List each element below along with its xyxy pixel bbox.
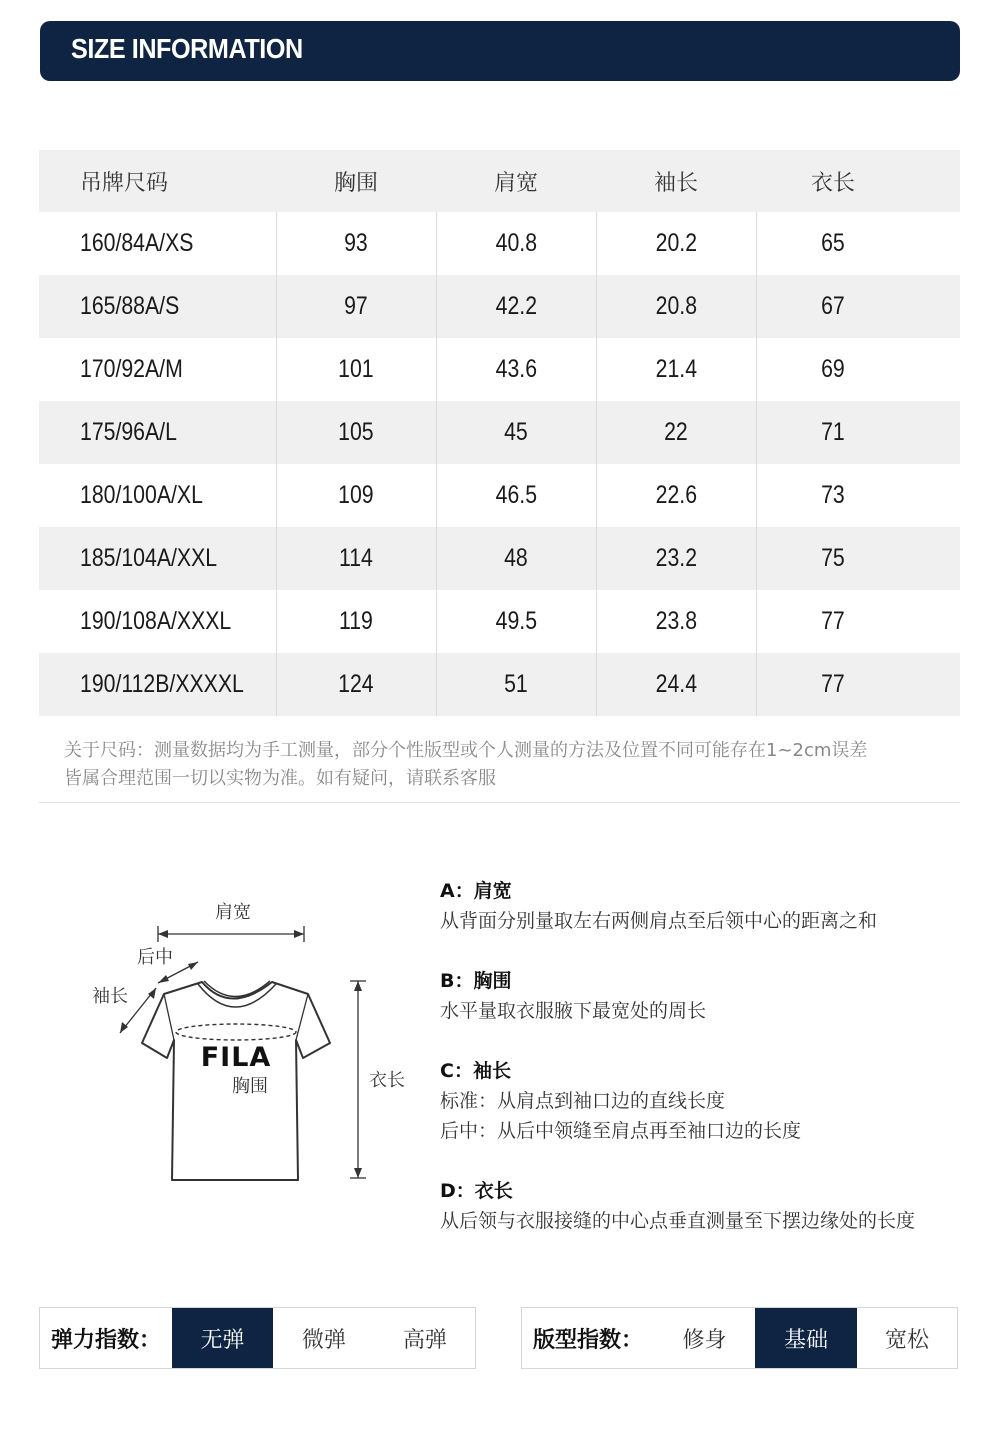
table-cell: 190/108A/XXXL [80,607,232,635]
table-cell: 101 [338,355,374,383]
table-cell: 40.8 [495,229,537,257]
size-table [39,150,960,716]
table-cell: 48 [504,544,528,572]
table-cell: 105 [338,418,374,446]
table-cell: 23.2 [655,544,697,572]
fit-option-slim[interactable]: 修身 [682,1327,727,1353]
table-row [39,653,960,716]
table-cell: 124 [338,670,374,698]
tshirt-diagram-svg [80,890,420,1200]
table-cell: 42.2 [495,292,537,320]
table-cell: 51 [504,670,528,698]
table-cell: 160/84A/XS [80,229,194,257]
table-cell: 119 [339,607,373,635]
table-cell: 77 [821,670,846,698]
fila-logo: FILA [200,1042,272,1073]
definition-title: C：袖长 [440,1060,511,1082]
tshirt-diagram [80,890,420,1200]
definition-title: D：衣长 [440,1180,513,1202]
table-cell: 165/88A/S [80,292,180,320]
definition-text: 后中：从后中领缝至肩点再至袖口边的长度 [440,1120,802,1142]
length-label: 衣长 [369,1070,405,1091]
arrow-head-icon [188,962,198,970]
table-cell: 45 [504,418,528,446]
note-line: 皆属合理范围一切以实物为准。如有疑问，请联系客服 [64,768,496,789]
definition-chest [440,966,980,1026]
table-cell: 97 [344,292,368,320]
elasticity-index [39,1307,476,1369]
column-header: 袖长 [596,150,756,212]
table-cell: 49.5 [495,607,537,635]
table-cell: 65 [821,229,846,257]
definition-sleeve [440,1056,980,1146]
size-note [64,737,964,793]
table-row [39,527,960,590]
table-row [39,464,960,527]
table-cell: 175/96A/L [80,418,177,446]
page-title: SIZE INFORMATION [71,33,303,64]
table-cell: 73 [821,481,846,509]
elasticity-option-none[interactable]: 无弹 [172,1308,273,1368]
table-cell: 20.2 [655,229,697,257]
elasticity-option-high[interactable]: 高弹 [402,1327,447,1353]
table-cell: 185/104A/XXL [80,544,218,572]
table-cell: 46.5 [495,481,537,509]
arrow-head-icon [158,975,169,983]
table-row [39,212,960,275]
note-line: 关于尺码：测量数据均为手工测量，部分个性版型或个人测量的方法及位置不同可能存在1~2cm误差 [64,740,868,761]
table-cell: 22.6 [655,481,697,509]
column-header: 胸围 [276,150,436,212]
sleeve-label: 袖长 [92,986,128,1007]
table-cell: 180/100A/XL [80,481,203,509]
table-cell: 43.6 [495,355,537,383]
elasticity-label: 弹力指数： [50,1327,161,1353]
fit-label: 版型指数： [532,1327,643,1353]
table-row [39,338,960,401]
column-header: 衣长 [756,150,960,212]
fit-option-regular[interactable]: 基础 [755,1308,857,1368]
definition-text: 从背面分别量取左右两侧肩点至后领中心的距离之和 [440,910,878,932]
measurement-definitions [440,876,980,1266]
table-cell: 20.8 [655,292,697,320]
arrow-head-icon [158,930,168,938]
shoulder-label: 肩宽 [215,902,251,923]
divider [39,802,960,803]
table-cell: 190/112B/XXXXL [80,670,244,698]
header-bar [40,21,960,81]
definition-length [440,1176,980,1236]
fit-index [521,1307,958,1369]
table-row [39,590,960,653]
table-cell: 67 [821,292,846,320]
table-cell: 24.4 [655,670,697,698]
table-cell: 75 [821,544,846,572]
table-row [39,275,960,338]
table-cell: 170/92A/M [80,355,183,383]
definition-shoulder [440,876,980,936]
table-cell: 71 [821,418,846,446]
table-cell: 23.8 [655,607,697,635]
arrow-head-icon [354,981,362,991]
chest-label: 胸围 [232,1076,268,1097]
table-cell: 22 [664,418,688,446]
table-cell: 21.4 [655,355,697,383]
table-header-row [39,150,960,212]
column-header: 吊牌尺码 [39,150,276,212]
table-cell: 93 [344,229,368,257]
fit-option-loose[interactable]: 宽松 [884,1327,929,1353]
table-cell: 69 [821,355,846,383]
table-row [39,401,960,464]
table-cell: 114 [339,544,373,572]
elasticity-option-slight[interactable]: 微弹 [301,1327,346,1353]
definition-title: A：肩宽 [440,880,512,902]
back-center-label: 后中 [137,947,173,968]
definition-text: 标准：从肩点到袖口边的直线长度 [440,1090,726,1112]
definition-text: 水平量取衣服腋下最宽处的周长 [440,1000,707,1022]
arrow-head-icon [294,930,304,938]
column-header: 肩宽 [436,150,596,212]
arrow-head-icon [354,1168,362,1178]
table-cell: 77 [821,607,846,635]
definition-text: 从后领与衣服接缝的中心点垂直测量至下摆边缘处的长度 [440,1210,916,1232]
table-cell: 109 [338,481,374,509]
definition-title: B：胸围 [440,970,512,992]
